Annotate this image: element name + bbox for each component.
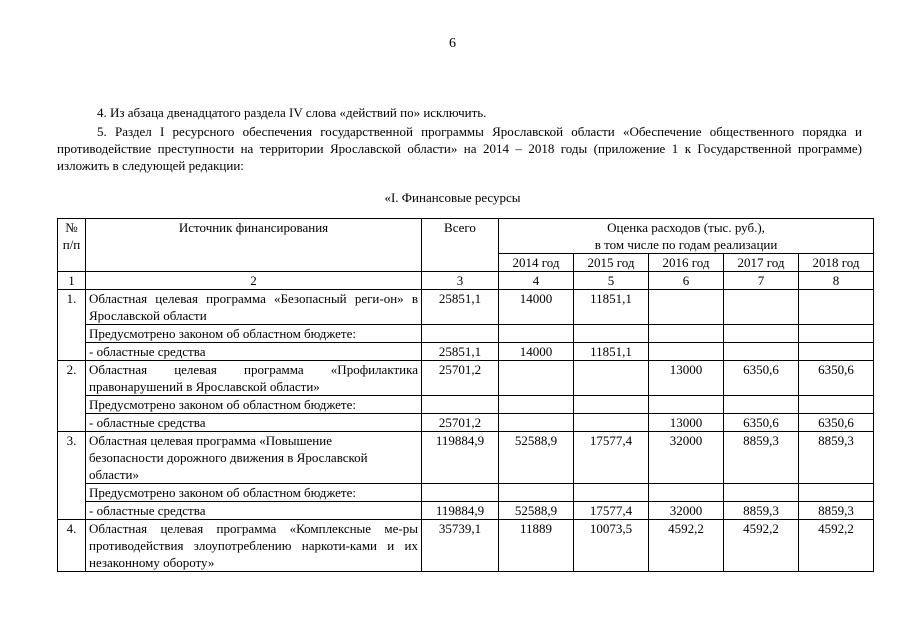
row-y2015: 17577,4 [574,432,649,484]
row-num: 1. [58,290,86,361]
row-y2016 [649,290,724,325]
table-row-law [58,484,874,502]
row-y2017: 6350,6 [724,361,799,396]
funds-y2018: 8859,3 [799,502,874,520]
col-number: 2 [86,272,422,290]
row-funds-label: - областные средства [86,343,422,361]
header-source: Источник финансирования [86,219,422,272]
header-year: 2015 год [574,254,649,272]
header-estimate-line1: Оценка расходов (тыс. руб.), [607,220,765,235]
row-program: Областная целевая программа «Повышение безопасности дорожного движения в Ярославской области» [86,432,422,484]
table-row [58,290,874,325]
row-law: Предусмотрено законом об областном бюджете: [86,396,422,414]
page-number: 6 [449,36,456,51]
row-y2017: 8859,3 [724,432,799,484]
row-program: Областная целевая программа «Комплексные ме-ры противодействия злоупотреблению наркоти-ками и их незаконному обороту» [86,520,422,572]
row-law: Предусмотрено законом об областном бюджете: [86,484,422,502]
funds-y2016 [649,343,724,361]
header-total: Всего [422,219,499,272]
row-y2015: 11851,1 [574,290,649,325]
funds-y2016: 13000 [649,414,724,432]
row-y2016: 13000 [649,361,724,396]
row-y2016: 4592,2 [649,520,724,572]
finance-table [57,218,874,572]
funds-y2018 [799,343,874,361]
row-y2014 [499,361,574,396]
table-row [58,520,874,572]
paragraph-item-4 [57,104,862,121]
paragraph-item-5-text: 5. Раздел I ресурсного обеспечения государственной программы Ярославской области «Обеспечение общественного порядка и противодействие преступности на территории Ярославской области» на 2014 – 2018 годы (приложение 1 к Государственной программе) изложить в следующей редакции: [57,124,862,173]
table-row-law [58,396,874,414]
row-y2018: 8859,3 [799,432,874,484]
row-y2018: 6350,6 [799,361,874,396]
row-y2018 [799,290,874,325]
row-y2015: 10073,5 [574,520,649,572]
funds-y2018: 6350,6 [799,414,874,432]
row-y2014: 11889 [499,520,574,572]
table-row [58,361,874,396]
funds-y2015 [574,414,649,432]
funds-y2014 [499,414,574,432]
row-total: 119884,9 [422,432,499,484]
funds-y2015: 17577,4 [574,502,649,520]
funds-y2014: 52588,9 [499,502,574,520]
row-y2017: 4592,2 [724,520,799,572]
table-row-law [58,325,874,343]
row-y2016: 32000 [649,432,724,484]
header-estimate-line2: в том числе по годам реализации [594,237,778,252]
row-total: 25851,1 [422,290,499,325]
paragraph-item-4-text: 4. Из абзаца двенадцатого раздела IV слова «действий по» исключить. [97,105,487,120]
table-header-row [58,219,874,254]
funds-y2016: 32000 [649,502,724,520]
table-row-funds [58,343,874,361]
row-total: 35739,1 [422,520,499,572]
header-num: № п/п [58,219,86,272]
row-y2015 [574,361,649,396]
row-num: 4. [58,520,86,572]
row-y2017 [724,290,799,325]
col-number: 8 [799,272,874,290]
col-number: 7 [724,272,799,290]
row-funds-label: - областные средства [86,502,422,520]
row-num: 3. [58,432,86,520]
funds-y2017: 8859,3 [724,502,799,520]
row-y2018: 4592,2 [799,520,874,572]
row-funds-label: - областные средства [86,414,422,432]
funds-total: 119884,9 [422,502,499,520]
header-estimate [499,219,874,254]
col-number: 4 [499,272,574,290]
funds-y2015: 11851,1 [574,343,649,361]
col-number: 5 [574,272,649,290]
row-law: Предусмотрено законом об областном бюджете: [86,325,422,343]
row-program: Областная целевая программа «Профилактика правонарушений в Ярославской области» [86,361,422,396]
section-title: «I. Финансовые ресурсы [384,190,521,205]
header-year: 2017 год [724,254,799,272]
header-year: 2016 год [649,254,724,272]
row-program: Областная целевая программа «Безопасный реги-он» в Ярославской области [86,290,422,325]
col-number: 6 [649,272,724,290]
funds-y2014: 14000 [499,343,574,361]
row-total: 25701,2 [422,361,499,396]
funds-y2017 [724,343,799,361]
table-row-funds [58,414,874,432]
table-row-funds [58,502,874,520]
funds-total: 25701,2 [422,414,499,432]
funds-total: 25851,1 [422,343,499,361]
table-colnum-row [58,272,874,290]
col-number: 1 [58,272,86,290]
col-number: 3 [422,272,499,290]
header-year: 2014 год [499,254,574,272]
row-y2014: 52588,9 [499,432,574,484]
table-row [58,432,874,484]
row-y2014: 14000 [499,290,574,325]
row-num: 2. [58,361,86,432]
funds-y2017: 6350,6 [724,414,799,432]
paragraph-item-5 [57,123,862,174]
header-year: 2018 год [799,254,874,272]
